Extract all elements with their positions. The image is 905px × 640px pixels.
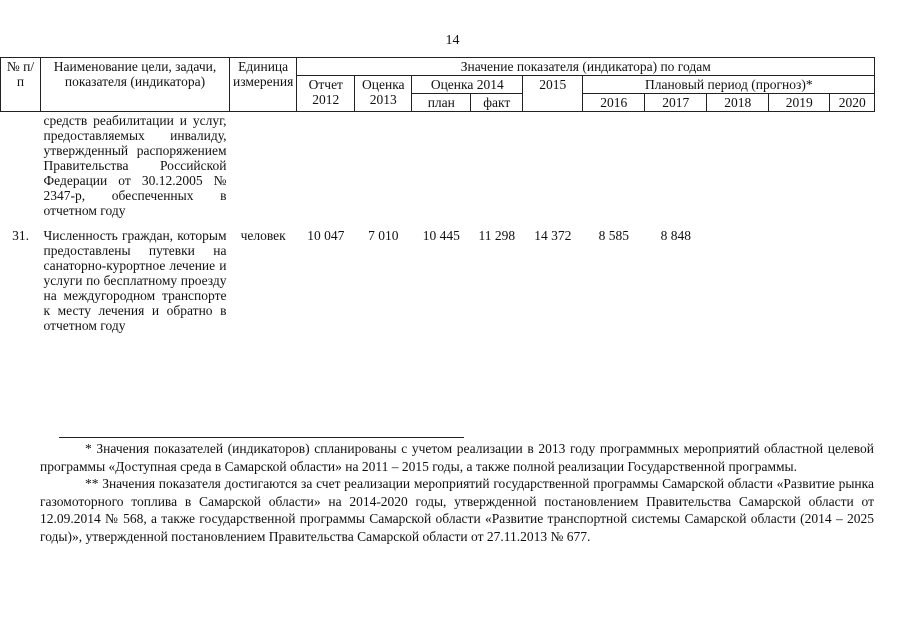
header-year-2017: 2017: [645, 94, 707, 112]
row-unit: [230, 112, 297, 220]
row-value-2017: 8 848: [660, 228, 691, 243]
footnote-separator: [59, 437, 464, 438]
row-value: [707, 112, 769, 220]
footnote-2: ** Значения показателя достигаются за счет реализации мероприятий государственной программы Самарской области «Развитие рынка газомоторного топлива в Самарской области» на 2014-2020 годы, утвержденной постановлением Правительства Самарской области от 12.09.2014 № 568, а также государственной программы Самарской области «Развитие транспортной системы Самарской области (2014 – 2025 годы)», утвержденной постановлением Правительства Самарской области от 27.11.2013 № 677.: [40, 476, 874, 544]
table-row: [1, 112, 875, 220]
header-unit: Единица измерения: [230, 58, 297, 112]
row-num: 31.: [12, 228, 29, 243]
row-value-2013: 7 010: [368, 228, 399, 243]
row-value: [523, 112, 583, 220]
header-year-2019: 2019: [769, 94, 830, 112]
row-name: Численность граждан, которым предоставлены путевки на санаторно-курортное лечение и услуги по бесплатному проезду на междугородном транспорте к месту лечения и обратно в отчетном году: [43, 228, 227, 333]
row-value-2014-fact: 11 298: [478, 228, 516, 243]
header-2014: Оценка 2014: [412, 76, 523, 94]
page-number: 14: [445, 33, 460, 48]
row-value-2012: 10 047: [307, 228, 345, 243]
header-year-2020: 2020: [830, 94, 875, 112]
row-value: [297, 112, 355, 220]
row-value: [471, 112, 523, 220]
header-2013: Оценка 2013: [355, 76, 412, 112]
header-year-2016: 2016: [583, 94, 645, 112]
row-value: [583, 112, 645, 220]
row-name: средств реабилитации и услуг, предоставляемых инвалиду, утвержденный распоряжением Правительства Российской Федерации от 30.12.2005 № 2347-р, обеспеченных в отчетном году: [43, 113, 227, 218]
row-value-2018: [707, 219, 769, 334]
row-value-2015: 14 372: [534, 228, 572, 243]
row-num: [1, 112, 41, 220]
table-row: [1, 219, 875, 334]
footnotes: [40, 440, 874, 545]
indicators-table: [0, 57, 875, 334]
row-unit: человек: [240, 228, 286, 243]
header-fact: факт: [471, 94, 523, 112]
header-num: № п/п: [1, 58, 41, 112]
row-value-2019: [769, 219, 830, 334]
header-name: Наименование цели, задачи, показателя (индикатора): [41, 58, 230, 112]
header-2012: Отчет 2012: [297, 76, 355, 112]
row-value: [412, 112, 471, 220]
row-value-2016: 8 585: [598, 228, 629, 243]
header-year-2018: 2018: [707, 94, 769, 112]
footnote-1: * Значения показателей (индикаторов) спланированы с учетом реализации в 2013 году программных мероприятий областной целевой программы «Доступная среда в Самарской области» на 2011 – 2015 годы, а также полной реализации Государственной программы.: [40, 441, 874, 474]
header-planned: Плановый период (прогноз)*: [583, 76, 875, 94]
header-plan: план: [412, 94, 471, 112]
row-value: [645, 112, 707, 220]
header-values: Значение показателя (индикатора) по годам: [297, 58, 875, 76]
header-2015: 2015: [523, 76, 583, 112]
row-value: [769, 112, 830, 220]
row-value-2020: [830, 219, 875, 334]
row-value: [830, 112, 875, 220]
header-row-1: [1, 58, 875, 76]
row-value: [355, 112, 412, 220]
row-value-2014-plan: 10 445: [422, 228, 460, 243]
